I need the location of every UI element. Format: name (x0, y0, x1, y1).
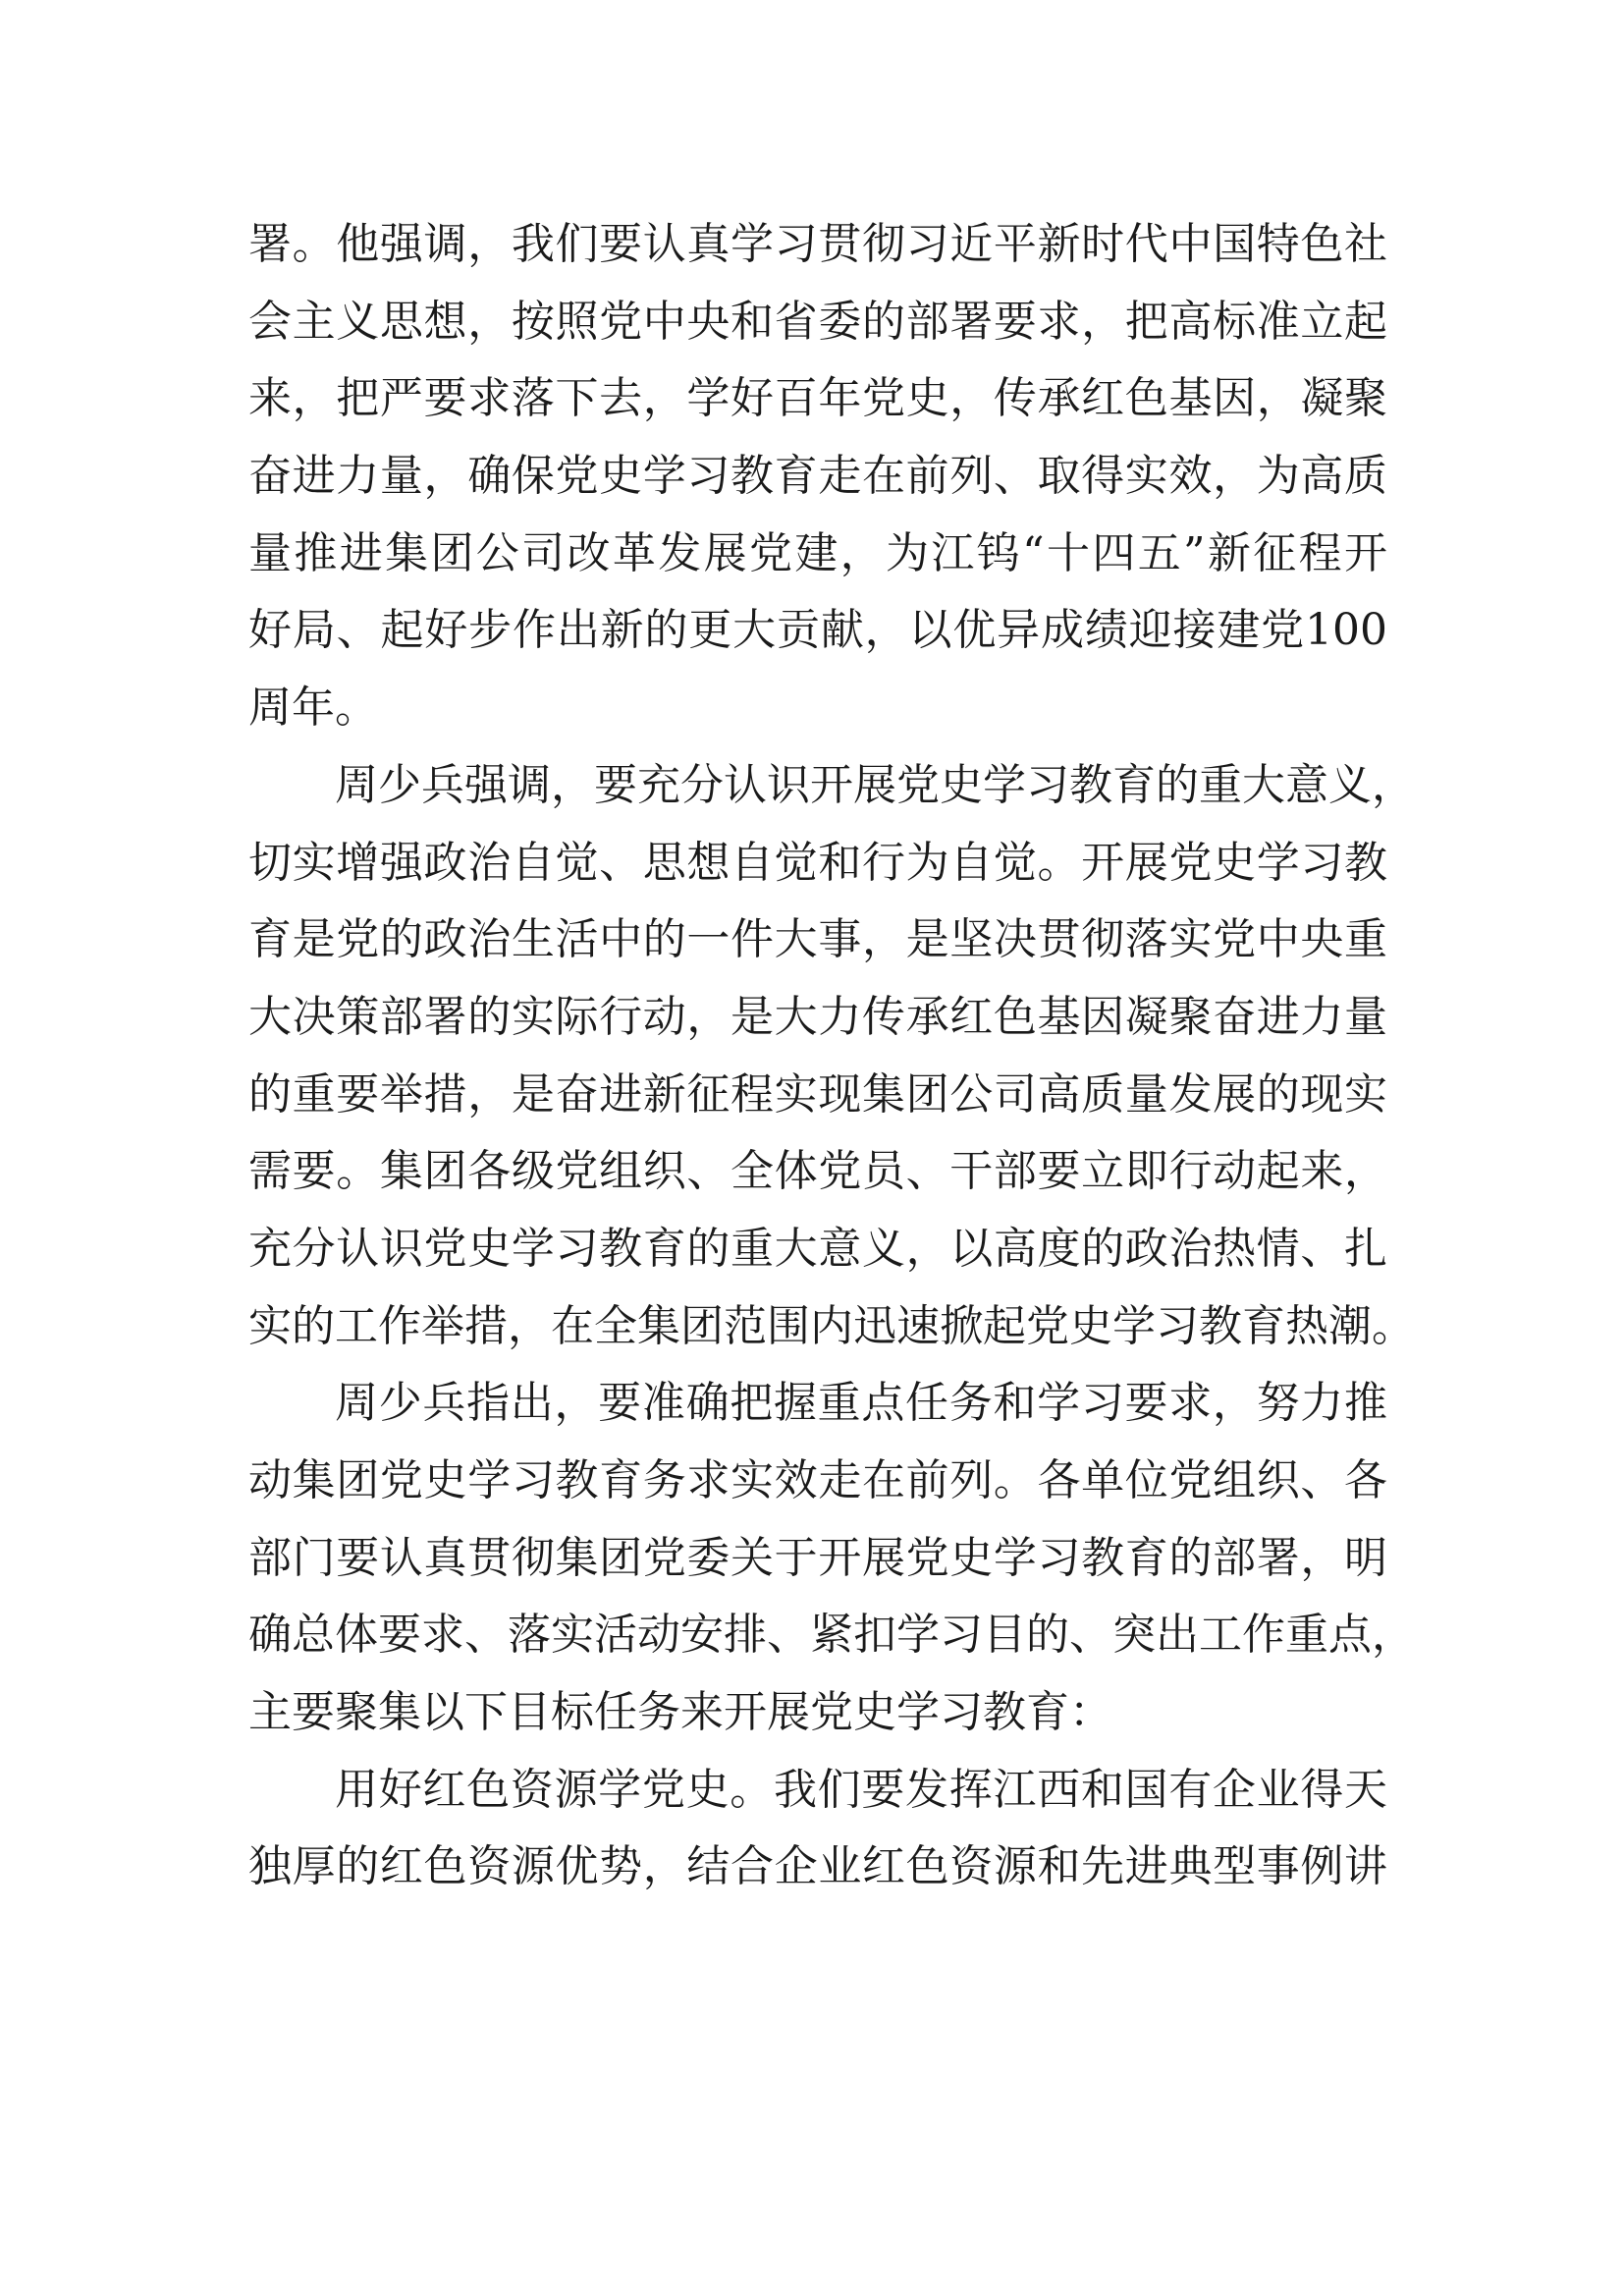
text-line: 实的工作举措，在全集团范围内迅速掀起党史学习教育热潮。 (248, 1300, 1415, 1351)
text-line: 充分认识党史学习教育的重大意义，以高度的政治热情、扎 (248, 1223, 1387, 1274)
text-line: 部门要认真贯彻集团党委关于开展党史学习教育的部署，明 (248, 1532, 1387, 1583)
text-line: 主要聚集以下目标任务来开展党史学习教育： (248, 1687, 1112, 1738)
text-line: 署。他强调，我们要认真学习贯彻习近平新时代中国特色社 (248, 219, 1387, 269)
text-line: 确总体要求、落实活动安排、紧扣学习目的、突出工作重点， (248, 1610, 1415, 1661)
text-line: 量推进集团公司改革发展党建，为江钨“十四五”新征程开 (248, 527, 1387, 578)
text-line: 切实增强政治自觉、思想自觉和行为自觉。开展党史学习教 (248, 837, 1387, 888)
text-line: 好局、起好步作出新的更大贡献，以优异成绩迎接建党100 (248, 605, 1387, 656)
text-line: 动集团党史学习教育务求实效走在前列。各单位党组织、各 (248, 1455, 1387, 1505)
text-line: 周年。 (248, 683, 378, 734)
text-line: 的重要举措，是奋进新征程实现集团公司高质量发展的现实 (248, 1068, 1387, 1120)
text-line: 育是党的政治生活中的一件大事，是坚决贯彻落实党中央重 (248, 914, 1387, 965)
text-line: 需要。集团各级党组织、全体党员、干部要立即行动起来， (248, 1146, 1387, 1197)
text-line: 奋进力量，确保党史学习教育走在前列、取得实效，为高质 (248, 451, 1387, 502)
text-line: 独厚的红色资源优势，结合企业红色资源和先进典型事例讲 (248, 1841, 1387, 1892)
text-line: 周少兵强调，要充分认识开展党史学习教育的重大意义， (335, 759, 1415, 810)
text-line: 来，把严要求落下去，学好百年党史，传承红色基因，凝聚 (248, 373, 1387, 424)
text-line: 会主义思想，按照党中央和省委的部署要求，把高标准立起 (248, 296, 1387, 347)
text-line: 周少兵指出，要准确把握重点任务和学习要求，努力推 (335, 1378, 1387, 1429)
document-body (248, 206, 1415, 1906)
text-line: 用好红色资源学党史。我们要发挥江西和国有企业得天 (335, 1764, 1387, 1815)
text-line: 大决策部署的实际行动，是大力传承红色基因凝聚奋进力量 (248, 991, 1387, 1042)
